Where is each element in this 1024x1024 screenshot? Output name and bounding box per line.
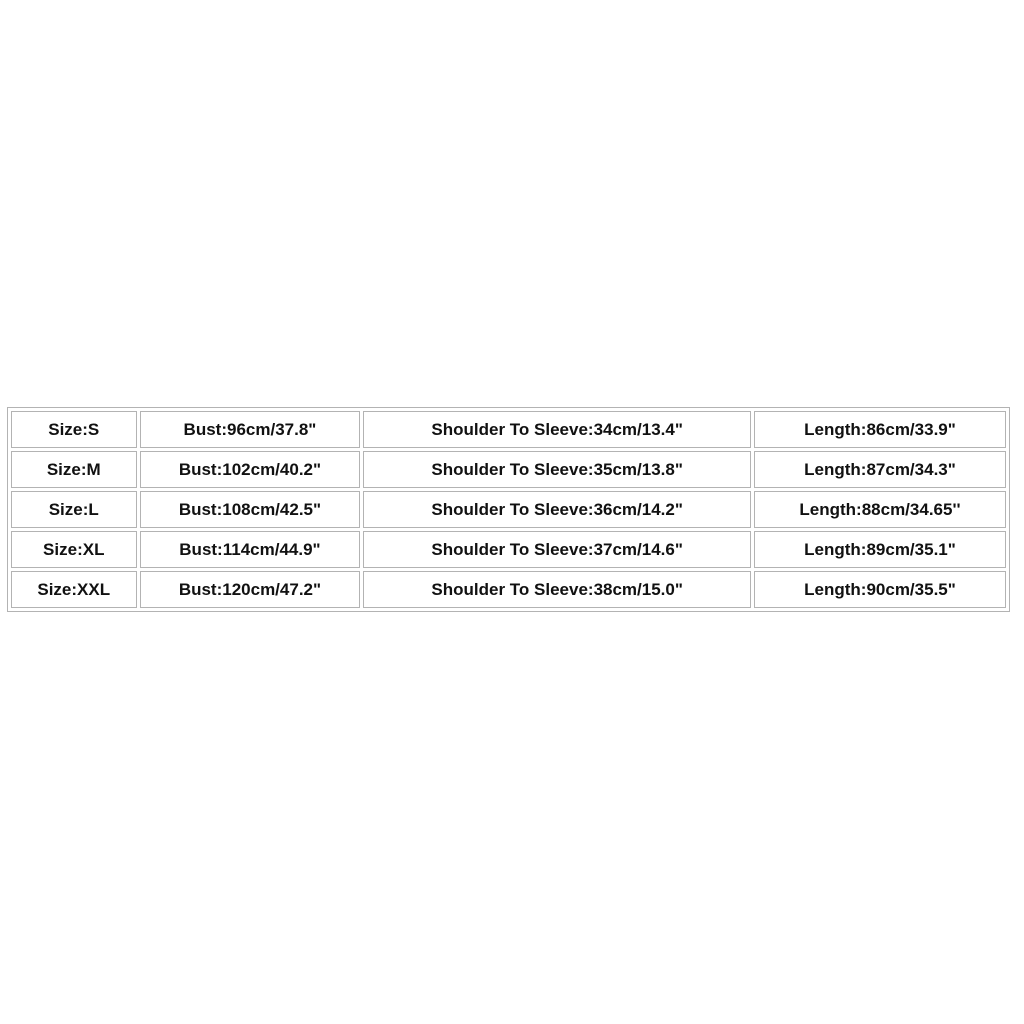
shoulder-to-sleeve-cell: Shoulder To Sleeve:36cm/14.2"	[363, 491, 751, 528]
bust-cell: Bust:114cm/44.9"	[140, 531, 361, 568]
length-cell: Length:90cm/35.5"	[754, 571, 1006, 608]
bust-cell: Bust:96cm/37.8"	[140, 411, 361, 448]
size-chart-table	[7, 407, 1010, 612]
shoulder-to-sleeve-cell: Shoulder To Sleeve:38cm/15.0"	[363, 571, 751, 608]
size-cell: Size:L	[11, 491, 137, 528]
size-cell: Size:XXL	[11, 571, 137, 608]
table-row	[11, 531, 1006, 568]
size-cell: Size:M	[11, 451, 137, 488]
length-cell: Length:86cm/33.9"	[754, 411, 1006, 448]
bust-cell: Bust:102cm/40.2"	[140, 451, 361, 488]
table-row	[11, 411, 1006, 448]
shoulder-to-sleeve-cell: Shoulder To Sleeve:35cm/13.8"	[363, 451, 751, 488]
bust-cell: Bust:120cm/47.2"	[140, 571, 361, 608]
length-cell: Length:88cm/34.65''	[754, 491, 1006, 528]
size-cell: Size:S	[11, 411, 137, 448]
size-cell: Size:XL	[11, 531, 137, 568]
table-row	[11, 571, 1006, 608]
table-row	[11, 451, 1006, 488]
table-row	[11, 491, 1006, 528]
length-cell: Length:87cm/34.3"	[754, 451, 1006, 488]
bust-cell: Bust:108cm/42.5"	[140, 491, 361, 528]
shoulder-to-sleeve-cell: Shoulder To Sleeve:37cm/14.6"	[363, 531, 751, 568]
shoulder-to-sleeve-cell: Shoulder To Sleeve:34cm/13.4"	[363, 411, 751, 448]
length-cell: Length:89cm/35.1"	[754, 531, 1006, 568]
